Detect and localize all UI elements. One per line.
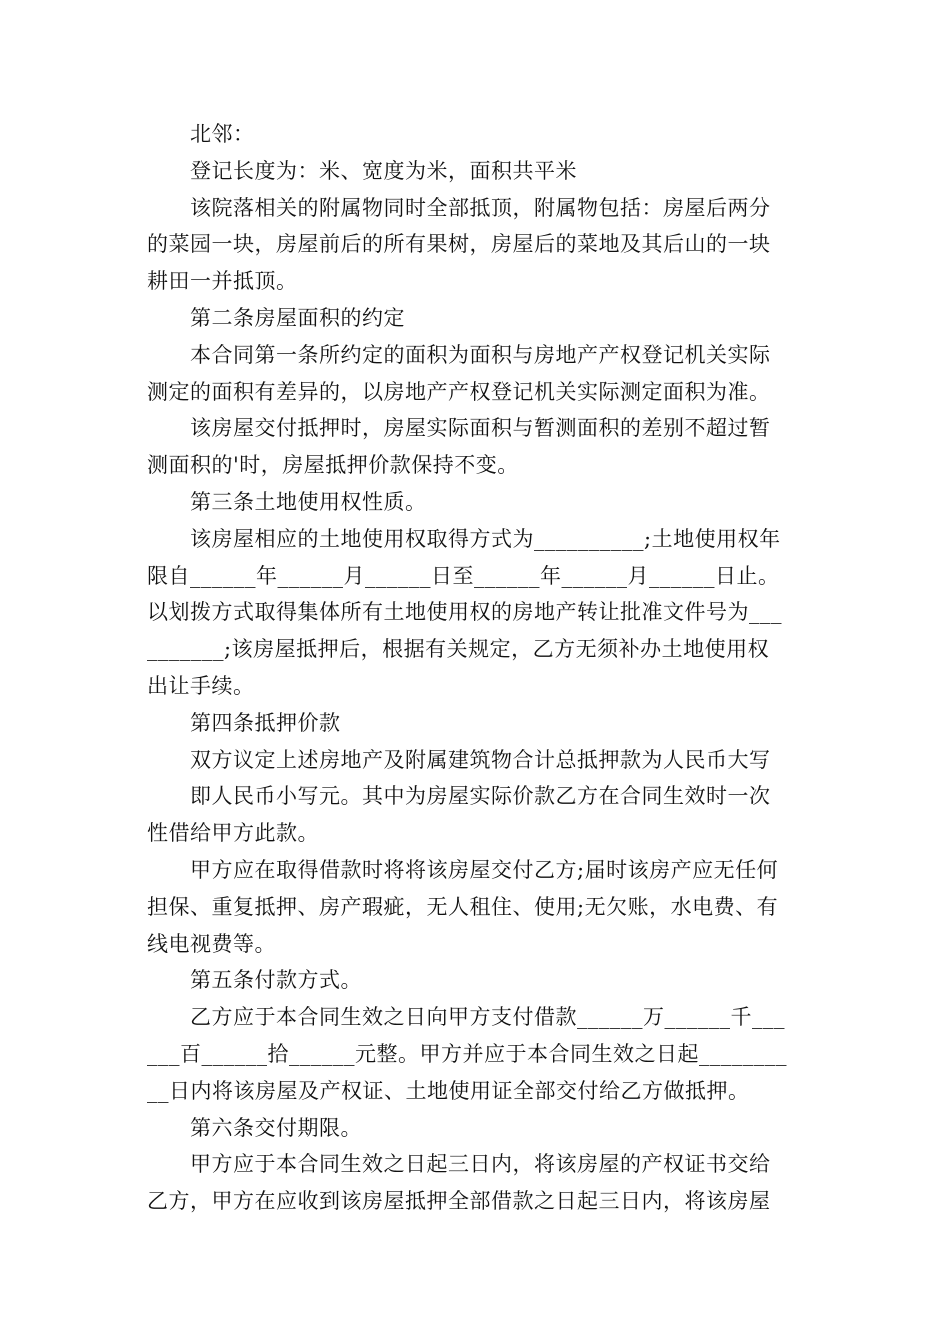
text-line: 出让手续。 [147, 673, 255, 698]
text-line: 第二条房屋面积的约定 [190, 305, 405, 330]
text-line: 北邻： [190, 122, 255, 146]
text-line: 甲方应在取得借款时将将该房屋交付乙方;届时该房产应无任何 [190, 857, 779, 882]
text-line: 担保、重复抵押、房产瑕疵，无人租住、使用;无欠账，水电费、有 [147, 894, 779, 919]
text-line: 第六条交付期限。 [190, 1115, 362, 1140]
text-line: 测定的面积有差异的，以房地产产权登记机关实际测定面积为准。 [147, 379, 771, 404]
text-line: 该院落相关的附属物同时全部抵顶，附属物包括：房屋后两分 [190, 195, 771, 220]
text-line: 性借给甲方此款。 [147, 821, 319, 846]
text-line: 线电视费等。 [147, 931, 276, 956]
text-line: 第三条土地使用权性质。 [190, 489, 427, 514]
text-line: 第四条抵押价款 [190, 710, 341, 735]
text-line: 测面积的'时，房屋抵押价款保持不变。 [147, 453, 519, 478]
text-line: 双方议定上述房地产及附属建筑物合计总抵押款为人民币大写 [190, 747, 771, 772]
text-line: 即人民币小写元。其中为房屋实际价款乙方在合同生效时一次 [190, 784, 771, 809]
text-line: ___百______拾______元整。甲方并应于本合同生效之日起________ [147, 1041, 787, 1066]
text-line: 本合同第一条所约定的面积为面积与房地产产权登记机关实际 [190, 342, 771, 367]
text-line: _______;该房屋抵押后，根据有关规定，乙方无须补办土地使用权 [147, 637, 770, 662]
text-line: 登记长度为：米、宽度为米，面积共平米 [190, 158, 577, 183]
text-line: 该房屋相应的土地使用权取得方式为__________;土地使用权年 [190, 526, 781, 551]
text-line: 的菜园一块，房屋前后的所有果树，房屋后的菜地及其后山的一块 [147, 232, 771, 257]
text-line: 乙方，甲方在应收到该房屋抵押全部借款之日起三日内，将该房屋 [147, 1189, 771, 1214]
text-line: 以划拨方式取得集体所有土地使用权的房地产转让批准文件号为___ [147, 600, 782, 625]
document-body [147, 116, 812, 1220]
text-line: 耕田一并抵顶。 [147, 269, 298, 294]
text-line: 限自______年______月______日至______年______月______日止。 [147, 563, 780, 588]
text-line: __日内将该房屋及产权证、土地使用证全部交付给乙方做抵押。 [147, 1078, 750, 1103]
text-line: 该房屋交付抵押时，房屋实际面积与暂测面积的差别不超过暂 [190, 416, 771, 441]
text-line: 甲方应于本合同生效之日起三日内，将该房屋的产权证书交给 [190, 1152, 771, 1177]
text-line: 第五条付款方式。 [190, 968, 362, 993]
text-line: 乙方应于本合同生效之日向甲方支付借款______万______千___ [190, 1005, 785, 1030]
